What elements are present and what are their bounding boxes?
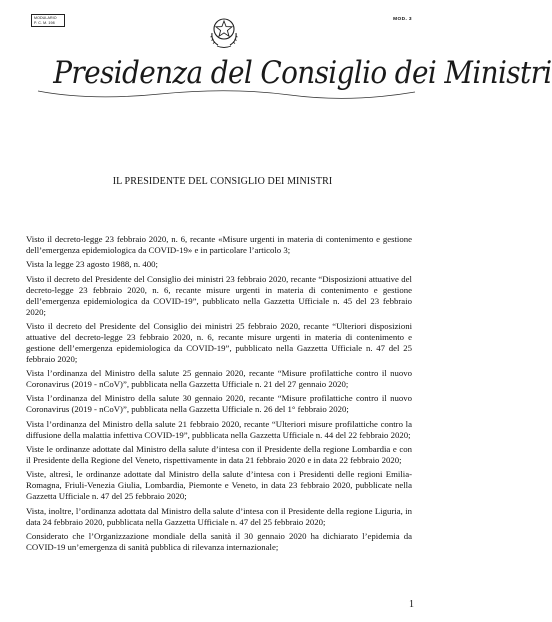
paragraph: Considerato che l’Organizzazione mondiale della sanità il 30 gennaio 2020 ha dichiarato l’epidemia da COVID-19 un’emergenza di sanità pubblica di rilevanza internazionale;	[26, 530, 412, 552]
italian-republic-emblem-icon	[209, 14, 239, 49]
paragraph: Vista l’ordinanza del Ministro della salute 30 gennaio 2020, recante “Misure profilattiche contro il nuovo Coronavirus (2019 - nCoV)”, pubblicata nella Gazzetta Ufficiale n. 26 del 1° febbraio 2020;	[26, 393, 412, 415]
form-code-line2: P. C. M. 198	[34, 20, 55, 25]
model-label: MOD. 3	[393, 17, 412, 22]
paragraph: Visto il decreto-legge 23 febbraio 2020, n. 6, recante «Misure urgenti in materia di contenimento e gestione dell’emergenza epidemiologica da COVID-19» e in particolare l’articolo 3;	[26, 234, 412, 255]
letterhead: Presidenza del Consiglio dei Ministri	[53, 55, 552, 91]
paragraph: Vista, inoltre, l’ordinanza adottata dal Ministro della salute d’intesa con il Presidente della regione Liguria, in data 24 febbraio 2020, pubblicata nella Gazzetta Ufficiale n. 47 del 25 febbraio 2020;	[26, 505, 412, 527]
paragraph: Visto il decreto del Presidente del Consiglio dei ministri 25 febbraio 2020, recante “Ulteriori disposizioni attuative del decreto-legge 23 febbraio 2020, n. 6, recante misure urgenti in materia di contenimento e gestione dell’emergenza epidemiologica da COVID-19”, pubblicato nella Gazzetta Ufficiale n. 47 del 25 febbraio 2020;	[26, 320, 412, 364]
paragraph: Vista l’ordinanza del Ministro della salute 25 gennaio 2020, recante “Misure profilattiche contro il nuovo Coronavirus (2019 - nCoV)”, pubblicata nella Gazzetta Ufficiale n. 21 del 27 gennaio 2020;	[26, 368, 412, 390]
document-title: IL PRESIDENTE DEL CONSIGLIO DEI MINISTRI	[112, 176, 333, 187]
form-code-box	[31, 14, 65, 27]
document-body	[26, 234, 412, 556]
paragraph: Vista la legge 23 agosto 1988, n. 400;	[26, 259, 158, 270]
form-code-line1: MODULARIO	[34, 16, 57, 20]
paragraph: Viste, altresì, le ordinanze adottate dal Ministro della salute d’intesa con i Presidenti delle regioni Emilia-Romagna, Friuli-Venezia Giulia, Lombardia, Piemonte e Veneto, in data 23 febbraio 2020, pubblicate nella Gazzetta Ufficiale n. 47 del 25 febbraio 2020;	[26, 469, 412, 502]
paragraph: Vista l’ordinanza del Ministro della salute 21 febbraio 2020, recante “Ulteriori misure profilattiche contro la diffusione della malattia infettiva COVID-19”, pubblicata nella Gazzetta Ufficiale n. 44 del 22 febbraio 2020;	[26, 418, 412, 440]
letterhead-flourish-icon	[30, 88, 420, 102]
paragraph: Viste le ordinanze adottate dal Ministro della salute d’intesa con il Presidente della regione Lombardia e con il Presidente della Regione del Veneto, rispettivamente in data 21 febbraio 2020 e in data 22 febbraio 2020;	[26, 444, 412, 466]
paragraph: Visto il decreto del Presidente del Consiglio dei ministri 23 febbraio 2020, recante “Disposizioni attuative del decreto-legge 23 febbraio 2020, n. 6, recante misure urgenti in materia di contenimento e gestione dell’emergenza epidemiologica da COVID-19”, pubblicato nella Gazzetta Ufficiale n. 45 del 23 febbraio 2020;	[26, 273, 412, 317]
page-number: 1	[409, 599, 414, 610]
